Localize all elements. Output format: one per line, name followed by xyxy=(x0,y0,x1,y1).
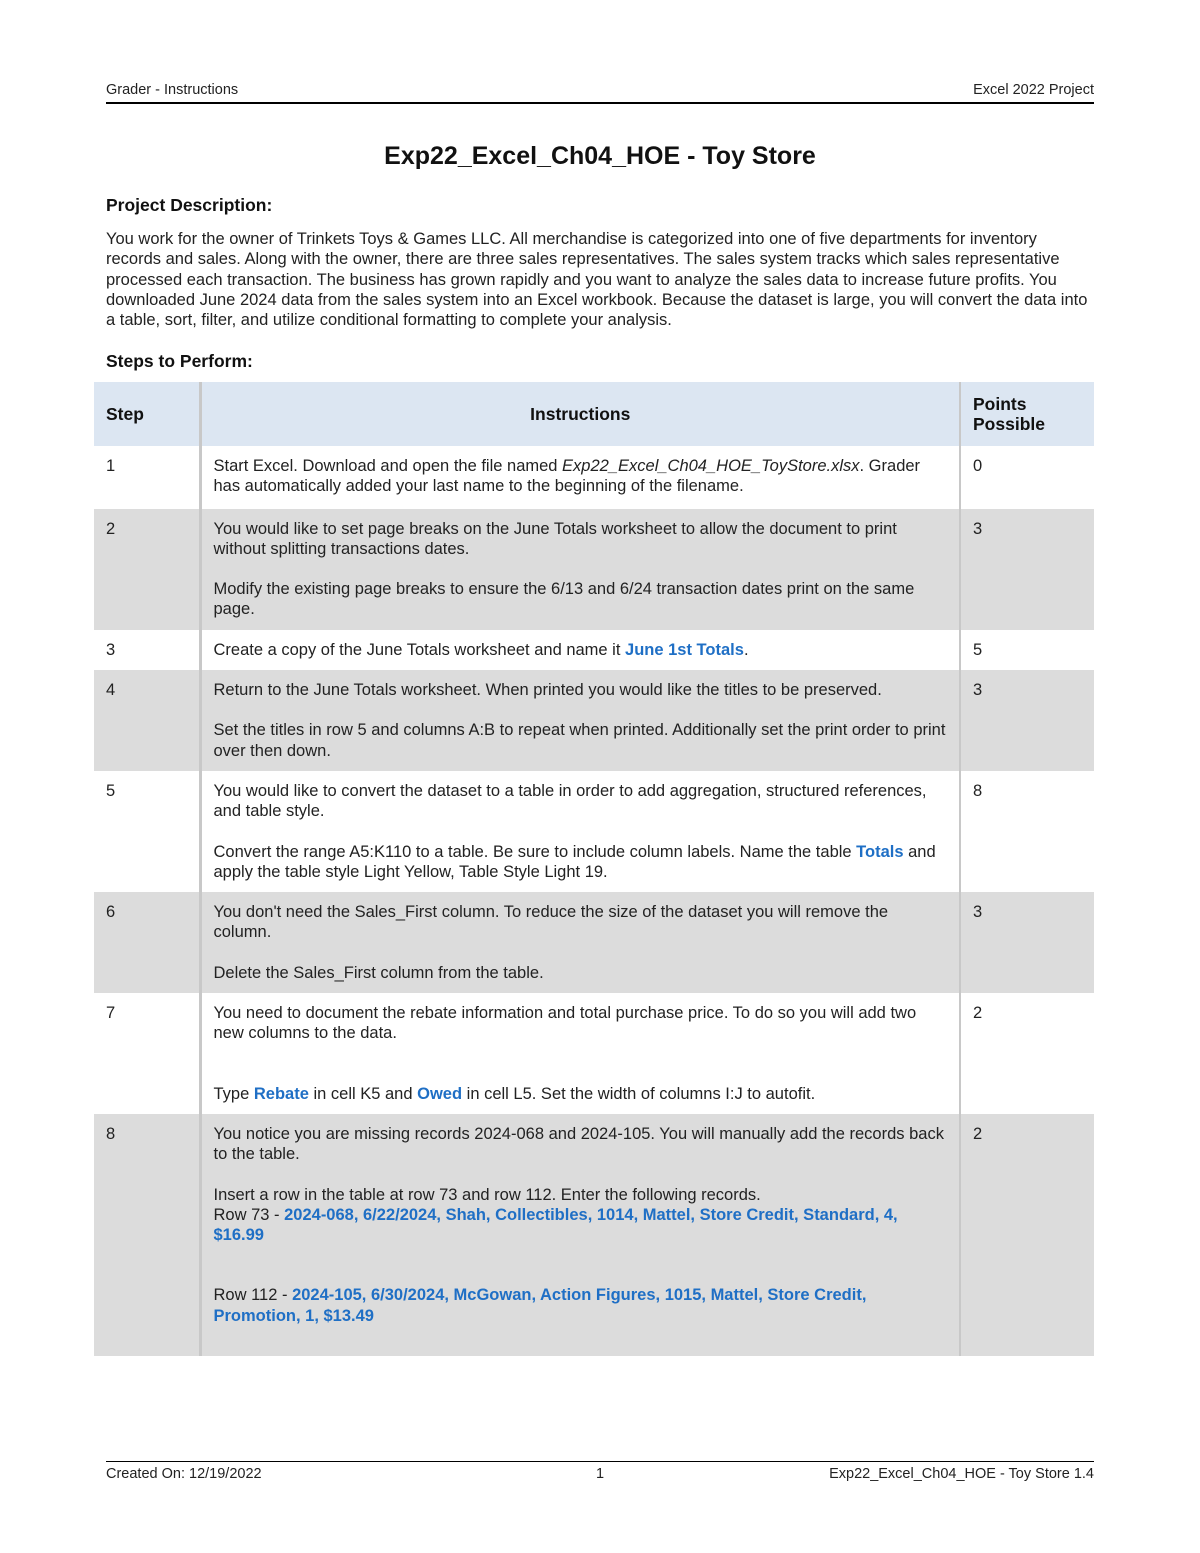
highlight-text: 2024-105, 6/30/2024, McGowan, Action Figures, 1015, Mattel, Store Credit, Promotion, 1, $13.49 xyxy=(213,1286,867,1325)
step-points: 3 xyxy=(960,670,1094,771)
step-number: 7 xyxy=(94,993,200,1114)
step-text: Modify the existing page breaks to ensure the 6/13 and 6/24 transaction dates print on the same page. xyxy=(213,580,915,619)
step-text: Set the titles in row 5 and columns A:B to repeat when printed. Additionally set the print order to print over then down. xyxy=(213,721,946,760)
highlight-text: Rebate xyxy=(253,1084,309,1103)
step-points: 2 xyxy=(973,1004,983,1023)
header-instructions: Instructions xyxy=(200,382,960,446)
step-instructions xyxy=(200,892,960,993)
highlight-text: June 1st Totals xyxy=(625,640,744,659)
step-text: You need to document the rebate information and total purchase price. To do so you will add two new columns to the data. xyxy=(213,1004,917,1043)
step-instructions xyxy=(200,1114,960,1356)
document-title: Exp22_Excel_Ch04_HOE - Toy Store xyxy=(384,142,816,170)
step-instructions xyxy=(200,446,960,509)
steps-table xyxy=(94,382,1094,1356)
table-row xyxy=(94,771,1094,892)
step-text: You would like to set page breaks on the June Totals worksheet to allow the document to print without splitting transactions dates. xyxy=(213,519,897,558)
step-text: in cell L5. Set the width of columns I:J to autofit. xyxy=(462,1084,816,1103)
step-points: 3 xyxy=(960,892,1094,993)
highlight-text: Totals xyxy=(856,842,904,861)
step-text: Convert the range A5:K110 to a table. Be sure to include column labels. Name the table xyxy=(213,842,857,861)
step-instructions xyxy=(200,670,960,771)
step-text: . xyxy=(743,640,749,659)
step-text: Insert a row in the table at row 73 and row 112. Enter the following records. xyxy=(213,1185,761,1204)
highlight-text: 2024-068, 6/22/2024, Shah, Collectibles, 1014, Mattel, Store Credit, Standard, 4, $16.99 xyxy=(213,1205,898,1245)
header-right: Excel 2022 Project xyxy=(973,82,1094,98)
step-text: Delete the Sales_First column from the table. xyxy=(213,963,544,982)
file-name: Exp22_Excel_Ch04_HOE_ToyStore.xlsx xyxy=(562,457,860,475)
highlight-text: Owed xyxy=(417,1084,463,1103)
step-instructions xyxy=(200,630,960,670)
step-instructions xyxy=(200,993,960,1114)
table-row xyxy=(94,630,1094,670)
footer-left: Created On: 12/19/2022 xyxy=(106,1466,262,1482)
step-instructions xyxy=(200,771,960,892)
step-text: and apply the table style Light Yellow, Table Style Light 19. xyxy=(213,842,936,881)
step-text: You notice you are missing records 2024-068 and 2024-105. You will manually add the records back to the table. xyxy=(213,1124,944,1164)
row-label: Row 112 - xyxy=(213,1286,293,1305)
project-description-heading: Project Description: xyxy=(106,195,273,215)
step-text: Type xyxy=(213,1084,254,1103)
step-number: 1 xyxy=(94,446,200,509)
project-description-text: You work for the owner of Trinkets Toys & Games LLC. All merchandise is categorized into one of five departments for inventory records and sales. Along with the owner, there are three sales representatives. The sales system tracks which sales representative processed each transaction. The business has grown rapidly and you want to analyze the sales data to increase future profits. You downloaded June 2024 data from the sales system into an Excel workbook. Because the dataset is large, you will convert the data into a table, sort, filter, and utilize conditional formatting to complete your analysis. xyxy=(106,230,1088,330)
step-points: 5 xyxy=(973,640,983,659)
table-row xyxy=(94,446,1094,509)
step-number: 5 xyxy=(94,771,200,892)
running-header xyxy=(106,82,1094,104)
table-row xyxy=(94,1114,1094,1356)
step-text: in cell K5 and xyxy=(308,1084,418,1103)
table-header-row xyxy=(94,382,1094,446)
step-text: . Grader has automatically added your last name to the beginning of the filename. xyxy=(213,457,921,496)
step-number: 6 xyxy=(94,892,200,993)
header-points: Points Possible xyxy=(960,382,1094,446)
step-text: Start Excel. Download and open the file named xyxy=(213,457,563,475)
step-text: You would like to convert the dataset to a table in order to add aggregation, structured references, and table style. xyxy=(213,781,927,821)
step-points: 8 xyxy=(973,781,983,800)
table-row xyxy=(94,892,1094,993)
header-left: Grader - Instructions xyxy=(106,82,239,98)
step-number: 4 xyxy=(94,670,200,771)
step-points: 2 xyxy=(960,1114,1094,1356)
step-number: 8 xyxy=(94,1114,200,1356)
step-instructions xyxy=(200,509,960,630)
step-text: Create a copy of the June Totals worksheet and name it xyxy=(213,640,626,659)
table-row xyxy=(94,993,1094,1114)
step-text: You don't need the Sales_First column. To reduce the size of the dataset you will remove the column. xyxy=(213,903,889,942)
row-label: Row 73 - xyxy=(213,1205,285,1224)
table-row xyxy=(94,670,1094,771)
table-row xyxy=(94,509,1094,630)
running-footer xyxy=(106,1461,1094,1482)
step-text: Return to the June Totals worksheet. When printed you would like the titles to be preserved. xyxy=(213,681,882,700)
page-number: 1 xyxy=(595,1466,605,1482)
footer-right: Exp22_Excel_Ch04_HOE - Toy Store 1.4 xyxy=(829,1466,1094,1482)
step-number: 3 xyxy=(94,630,200,670)
step-number: 2 xyxy=(94,509,200,630)
step-points: 3 xyxy=(960,509,1094,630)
header-step: Step xyxy=(94,382,200,446)
step-points: 0 xyxy=(973,457,983,475)
steps-heading: Steps to Perform: xyxy=(106,351,253,371)
